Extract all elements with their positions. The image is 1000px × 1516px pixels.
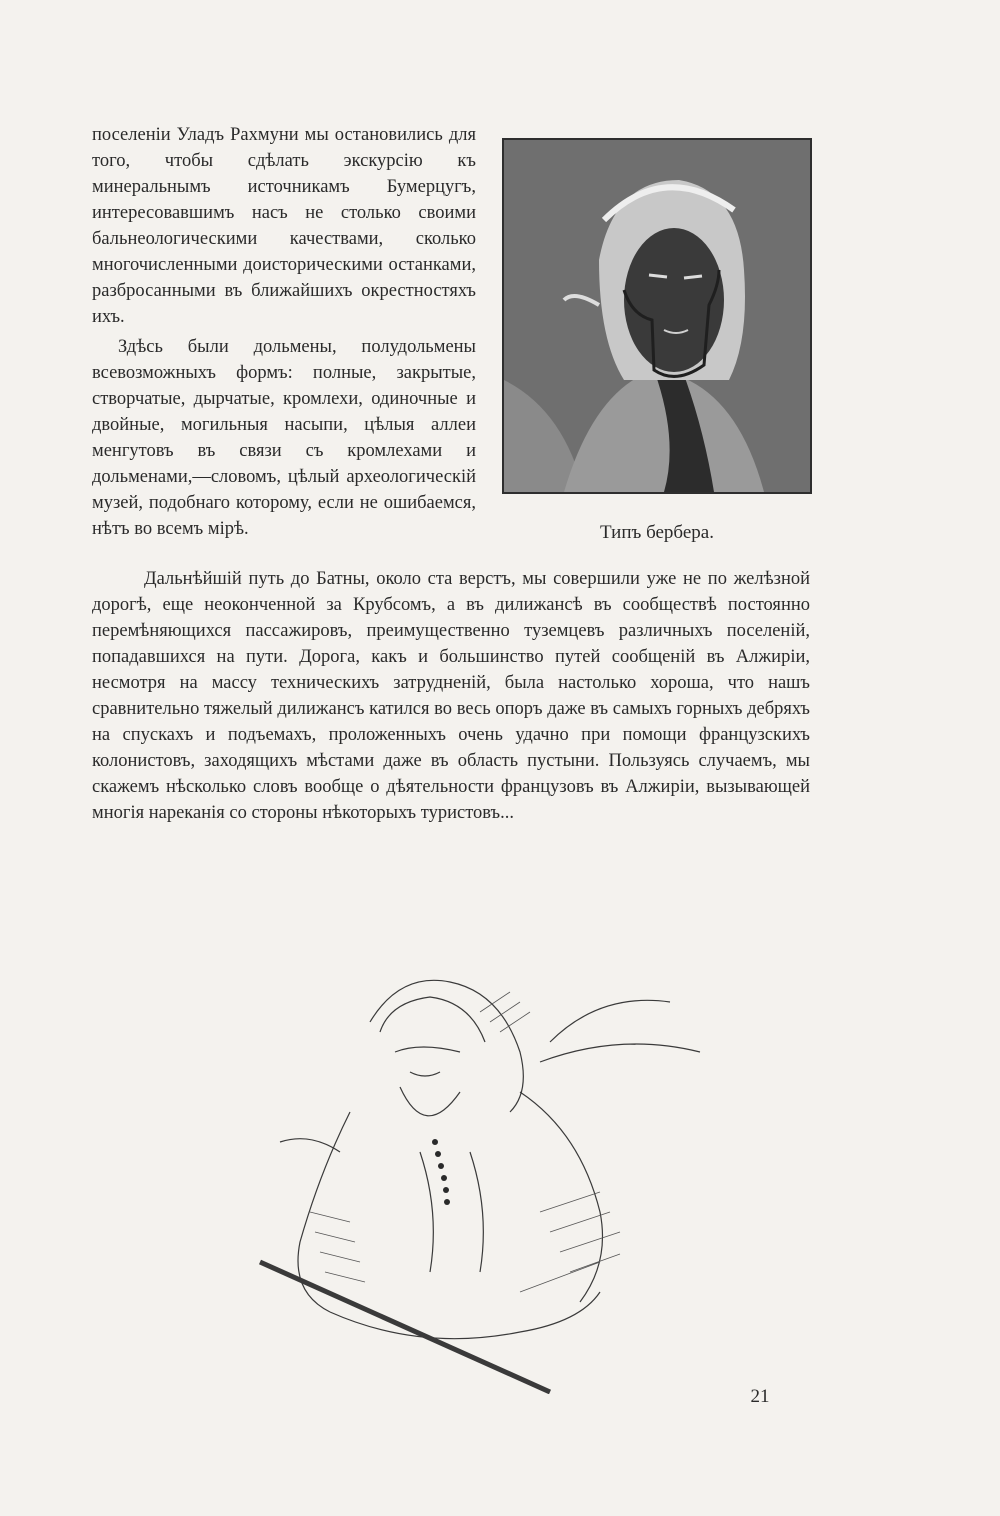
paragraph-1: поселеніи Уладъ Рахмуни мы остановились для того, чтобы сдѣлать экскурсію къ минеральнымъ источникамъ Бумерцугъ, интересовавшимъ насъ не столько своими бальнеологическими качествами, сколько многочисленными доисторическими останками, разбросанными въ ближайшихъ окрестностяхъ ихъ. <box>92 125 476 327</box>
page-number: 21 <box>750 1386 770 1407</box>
berber-portrait-engraving <box>502 138 812 494</box>
sketch-illustration <box>220 912 740 1394</box>
paragraph-3: Дальнѣйшій путь до Батны, около ста верстъ, мы совершили уже не по желѣзной дорогѣ, еще неоконченной за Крубсомъ, а въ дилижансѣ въ сообществѣ постоянно перемѣняющихся пассажировъ, преимущественно туземцевъ различныхъ поселеній, попадавшихся на пути. Дорога, какъ и большинство путей сообщеній въ Алжиріи, несмотря на массу техническихъ затрудненій, была настолько хороша, что нашъ сравнительно тяжелый дилижансъ катился во весь опоръ даже въ самыхъ горныхъ дебряхъ на спускахъ и подъемахъ, проложенныхъ очень удачно при помощи французскихъ колонистовъ, заходящихъ мѣстами даже въ область пустыни. Пользуясь случаемъ, мы скажемъ нѣсколько словъ вообще о дѣятельности французовъ въ Алжиріи, вызывающей многія нареканія со стороны нѣкоторыхъ туристовъ... <box>92 569 810 823</box>
paragraph-2: Здѣсь были дольмены, полудольмены всевозможныхъ формъ: полные, закрытые, створчатые, дырчатые, кромлехи, одиночные и двойные, могильныя насыпи, цѣлыя аллеи менгутовъ въ связи съ кромлехами и дольменами,—словомъ, цѣлый археологическій музей, подобнаго которому, если не ошибаемся, нѣтъ во всемъ мірѣ. <box>92 337 476 539</box>
portrait-illustration <box>504 140 810 492</box>
left-column-text <box>92 122 476 544</box>
body-text <box>92 566 810 826</box>
portrait-caption: Типъ бербера. <box>600 522 714 543</box>
seated-man-sketch <box>220 912 740 1394</box>
